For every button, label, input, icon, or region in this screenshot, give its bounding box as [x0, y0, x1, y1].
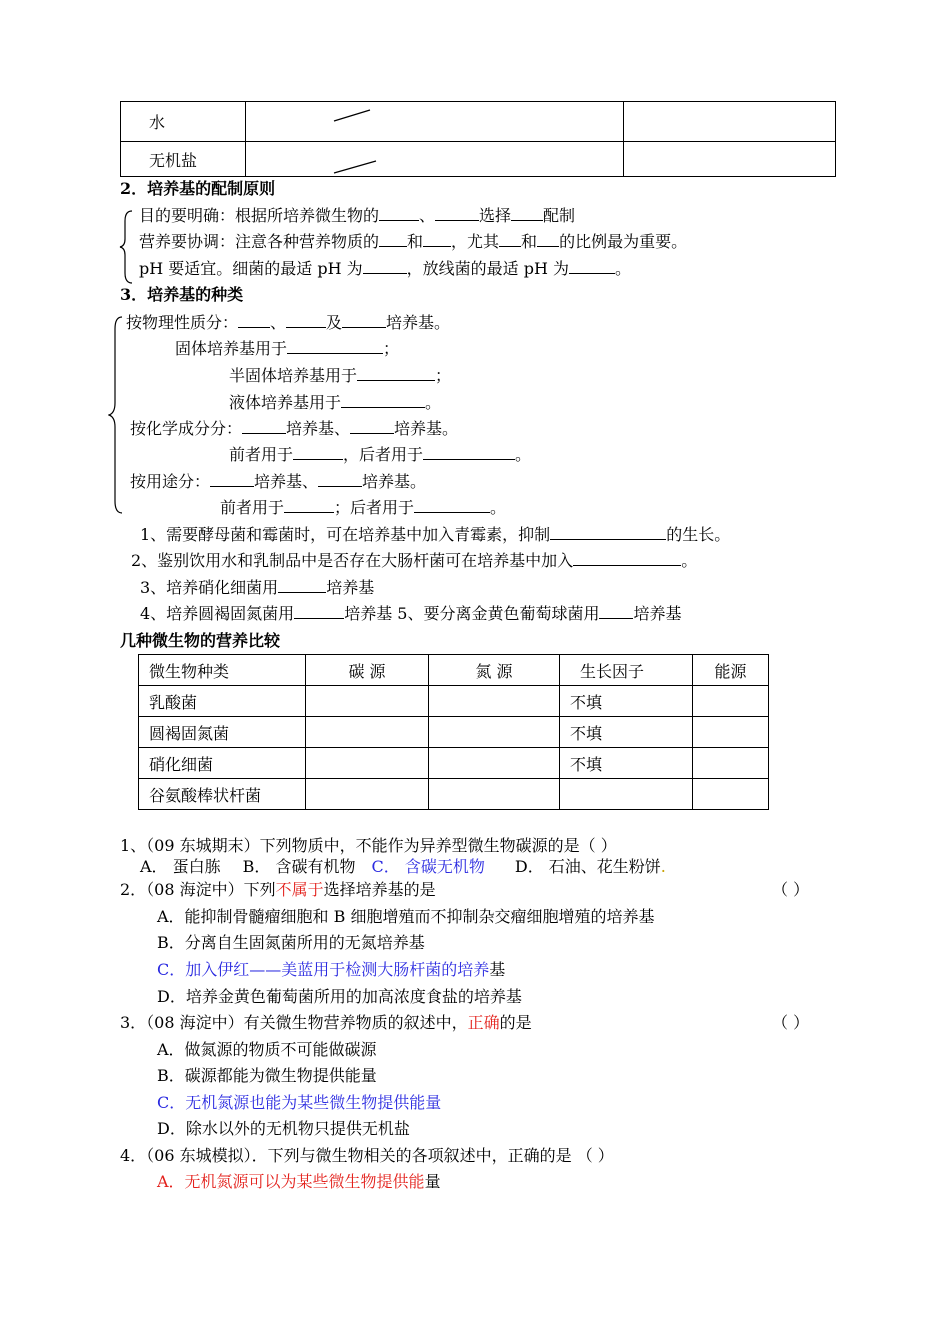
table-row [139, 748, 769, 779]
cell [306, 717, 429, 748]
question-2-option-b: B．分离自生固氮菌所用的无氮培养基 [157, 933, 425, 952]
cell [306, 779, 429, 810]
physical-line: 按物理性质分： 、 及 培养基。 [126, 313, 451, 332]
question-3: 3．（08 海淀中）有关微生物营养物质的叙述中，正确的是 [120, 1013, 532, 1032]
brace-icon [119, 209, 135, 285]
solid-line: 固体培养基用于 ； [175, 339, 400, 358]
table-row [139, 717, 769, 748]
top-table [120, 101, 836, 177]
chemical-use-line: 前者用于 ，后者用于 。 [229, 445, 532, 464]
table-cell [623, 142, 835, 177]
cell: 不填 [560, 748, 693, 779]
question-2: 2．（08 海淀中）下列不属于选择培养基的是 [120, 880, 436, 899]
use-line: 按用途分： 培养基、 培养基。 [130, 472, 427, 491]
question-2-option-c: C．加入伊红——美蓝用于检测大肠杆菌的培养基 [157, 960, 506, 979]
cell: 硝化细菌 [139, 748, 306, 779]
question-3-option-c: C．无机氮源也能为某些微生物提供能量 [157, 1093, 442, 1112]
question-4: 4．（06 东城模拟）．下列与微生物相关的各项叙述中，正确的是 （ ） [120, 1146, 614, 1165]
cell: 圆褐固氮菌 [139, 717, 306, 748]
cell [429, 686, 560, 717]
question-4-option-a: A．无机氮源可以为某些微生物提供能量 [157, 1172, 441, 1191]
question-1: 1、（09 东城期末）下列物质中，不能作为异养型微生物碳源的是（ ） [120, 836, 617, 855]
cell: 乳酸菌 [139, 686, 306, 717]
liquid-line: 液体培养基用于 。 [229, 393, 442, 412]
diagonal-mark [330, 157, 380, 177]
column-header: 生长因子 [560, 655, 693, 686]
answer-paren: （ ） [772, 1013, 810, 1032]
cell [693, 748, 769, 779]
cell [429, 779, 560, 810]
question-2-option-d: D．培养金黄色葡萄菌所用的加高浓度食盐的培养基 [157, 987, 522, 1006]
question-3-option-b: B．碳源都能为微生物提供能量 [157, 1066, 377, 1085]
column-header: 氮 源 [429, 655, 560, 686]
question-2-option-a: A．能抑制骨髓瘤细胞和 B 细胞增殖而不抑制杂交瘤细胞增殖的培养基 [157, 907, 655, 926]
cell [429, 748, 560, 779]
principle-line-2: 营养要协调：注意各种营养物质的 和 ，尤其 和 的比例最为重要。 [139, 232, 688, 251]
semisolid-line: 半固体培养基用于 ； [229, 366, 452, 385]
option-a: A． 蛋白胨 [140, 857, 221, 876]
brace-icon [108, 315, 124, 515]
column-header: 碳 源 [306, 655, 429, 686]
cell [306, 748, 429, 779]
question-1-options: A． 蛋白胨 B． 含碳有机物 C． 含碳无机物 D． 石油、花生粉饼. [140, 857, 666, 876]
cell [693, 717, 769, 748]
item-4: 4、培养圆褐固氮菌用 培养基 5、要分离金黄色葡萄球菌用 培养基 [140, 604, 682, 623]
column-header: 微生物种类 [139, 655, 306, 686]
item-1: 1、需要酵母菌和霉菌时，可在培养基中加入青霉素，抑制 的生长。 [140, 525, 731, 544]
item-3: 3、培养硝化细菌用 培养基 [140, 578, 375, 597]
section-2-title: 2．培养基的配制原则 [120, 179, 276, 198]
table-cell [623, 102, 835, 142]
table-cell [245, 142, 623, 177]
cell [429, 717, 560, 748]
nutrition-title: 几种微生物的营养比较 [120, 631, 281, 650]
use-purpose-line: 前者用于 ；后者用于 。 [220, 498, 507, 517]
principle-line-1: 目的要明确：根据所培养微生物的 、 选择 配制 [139, 206, 576, 225]
question-3-option-a: A．做氮源的物质不可能做碳源 [157, 1040, 377, 1059]
answer-paren: （ ） [772, 880, 810, 899]
cell [693, 686, 769, 717]
cell [560, 779, 693, 810]
cell: 不填 [560, 686, 693, 717]
table-row [139, 686, 769, 717]
question-3-option-d: D．除水以外的无机物只提供无机盐 [157, 1119, 410, 1138]
table-row-label: 无机盐 [121, 142, 246, 177]
cell: 谷氨酸棒状杆菌 [139, 779, 306, 810]
section-3-title: 3．培养基的种类 [120, 285, 244, 304]
cell [306, 686, 429, 717]
option-c: C． 含碳无机物 [371, 857, 485, 876]
table-cell [245, 102, 623, 142]
principle-line-3: pH 要适宜。细菌的最适 pH 为 ，放线菌的最适 pH 为 。 [139, 259, 632, 278]
option-b: B． 含碳有机物 [242, 857, 356, 876]
column-header: 能源 [693, 655, 769, 686]
diagonal-mark [330, 105, 375, 125]
table-row-label: 水 [121, 102, 246, 142]
nutrition-table [138, 654, 769, 810]
option-d: D． 石油、花生粉饼 [514, 857, 661, 876]
table-row [139, 779, 769, 810]
chemical-line: 按化学成分分： 培养基、 培养基。 [130, 419, 459, 438]
item-2: 2、鉴别饮用水和乳制品中是否存在大肠杆菌可在培养基中加入 。 [131, 551, 698, 570]
cell [693, 779, 769, 810]
cell: 不填 [560, 717, 693, 748]
